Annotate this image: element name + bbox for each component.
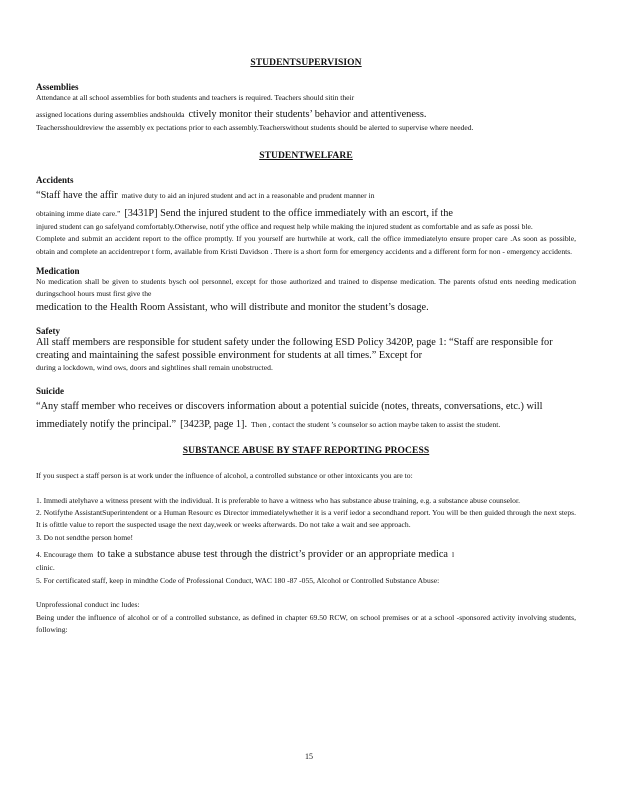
suicide-heading: Suicide [36,386,65,397]
abuse-item-5: 5. For certificated staff, keep in mindthe Code of Professional Conduct, WAC 180 -87 -055, Alcohol or Controlled Substance Abuse: [36,575,440,585]
accidents-heading: Accidents [36,174,74,185]
unprofessional-conduct: Unprofessional conduct inc ludes: [36,600,140,610]
suicide-line-1a: “Any staff member who receives or discovers information about a potential suicide (notes, threats, conversations, etc.) will immediately notify the principal.” [36,401,543,431]
assemblies-line-1: Attendance at all school assemblies for both students and teachers is required. Teachers should sitin their [36,93,355,102]
abuse-item-3: 3. Do not sendthe person home! [36,532,134,542]
accidents-line-2b: [3431P] Send the injured student to the office immediately with an escort, if the [124,207,454,219]
safety-line-2: during a lockdown, wind ows, doors and sightlines shall remain unobstructed. [36,362,273,372]
abuse-item-4 [36,544,576,562]
assemblies-line-2b: ctively monitor their students’ behavior and attentiveness. [188,109,427,121]
medication-section [36,266,576,314]
assemblies-section [36,82,576,135]
safety-heading: Safety [36,325,60,336]
accidents-line-1b: mative duty to aid an injured student and act in a reasonable and prudent manner in [121,190,375,200]
abuse-intro: If you suspect a staff person is at work under the influence of alcohol, a controlled substance or other intoxicants you are to: [36,471,413,481]
substance-abuse-title: SUBSTANCE ABUSE BY STAFF REPORTING PROCESS [182,446,430,457]
substance-abuse-section [36,470,576,636]
abuse-item-4-clinic: clinic. [36,563,55,573]
abuse-item-4c: l [452,550,455,560]
assemblies-heading: Assemblies [36,82,79,92]
assemblies-line-2 [36,104,576,122]
assemblies-line-2a: assigned locations during assemblies andshoulda [36,110,185,120]
accidents-line-1a: “Staff have the affir [36,189,118,201]
accidents-line-1 [36,185,576,203]
abuse-item-1: 1. Immedi atelyhave a witness present with the individual. It is preferable to have a witness who has substance abuse training, e.g. a substance abuse counselor. [36,495,520,505]
accidents-line-4: Complete and submit an accident report to the office promptly. If you yourself are hurtwhile at work, call the office immediatelyto ensure proper care .As soon as possible, obtain and complete an accidentrepor t form, available from Kristi Davidson . There is a short form for emergency accidents and a different form for non - emergency accidents. [36,234,576,256]
abuse-item-2: 2. Notifythe AssistantSuperintendent or a Human Resourc es Director immediatelywhether it is a verif iedor a secondhand report. You will be then guided through the next steps. It is ofittle value to report the suspected usage the next day,week or weeks afterwards. Do not take a wait and see approach. [36,508,576,530]
student-welfare-title: STUDENTWELFARE [259,150,353,161]
accidents-line-2a: obtaining imme diate care.” [36,208,121,218]
suicide-line-1b: [3423P, page 1]. [180,419,248,431]
safety-section [36,326,576,374]
medication-line-1: No medication shall be given to students bysch ool personnel, except for those authorized and trained to dispense medication. The parents ofstud ents needing medication duringschool hours must first give the [36,277,576,299]
medication-heading: Medication [36,266,80,277]
student-supervision-title: STUDENTSUPERVISION [250,58,362,68]
page-number: 15 [305,752,313,761]
being-under-influence: Being under the influence of alcohol or of a controlled substance, as defined in chapter 69.50 RCW, on school premises or at a school -sponsored activity involving students, following: [36,612,576,634]
safety-line-1: All staff members are responsible for student safety under the following ESD Policy 3420P, page 1: “Staff are responsible for creating and maintaining the safest possible environment for students at all times.” Except for [36,336,553,361]
abuse-item-4b: to take a substance abuse test through the district’s provider or an appropriate medica [97,549,448,561]
accidents-line-3: injured student can go safelyand comfortably.Otherwise, notif ythe office and request help while making the injured student as comfortable and as safe as possi ble. [36,221,533,231]
suicide-line-2: Then , contact the student ’s counselor so action maybe taken to assist the student. [251,420,501,430]
abuse-item-4a: 4. Encourage them [36,550,94,560]
suicide-line-1 [36,396,576,432]
suicide-section [36,386,576,432]
assemblies-line-3: Teachersshouldreview the assembly ex pectations prior to each assembly.Teacherswithout students should be alerted to supervise where needed. [36,123,474,133]
medication-line-2: medication to the Health Room Assistant, who will distribute and monitor the student’s dosage. [36,301,429,313]
accidents-section [36,175,576,258]
accidents-line-2 [36,203,576,221]
document-page [36,58,576,644]
